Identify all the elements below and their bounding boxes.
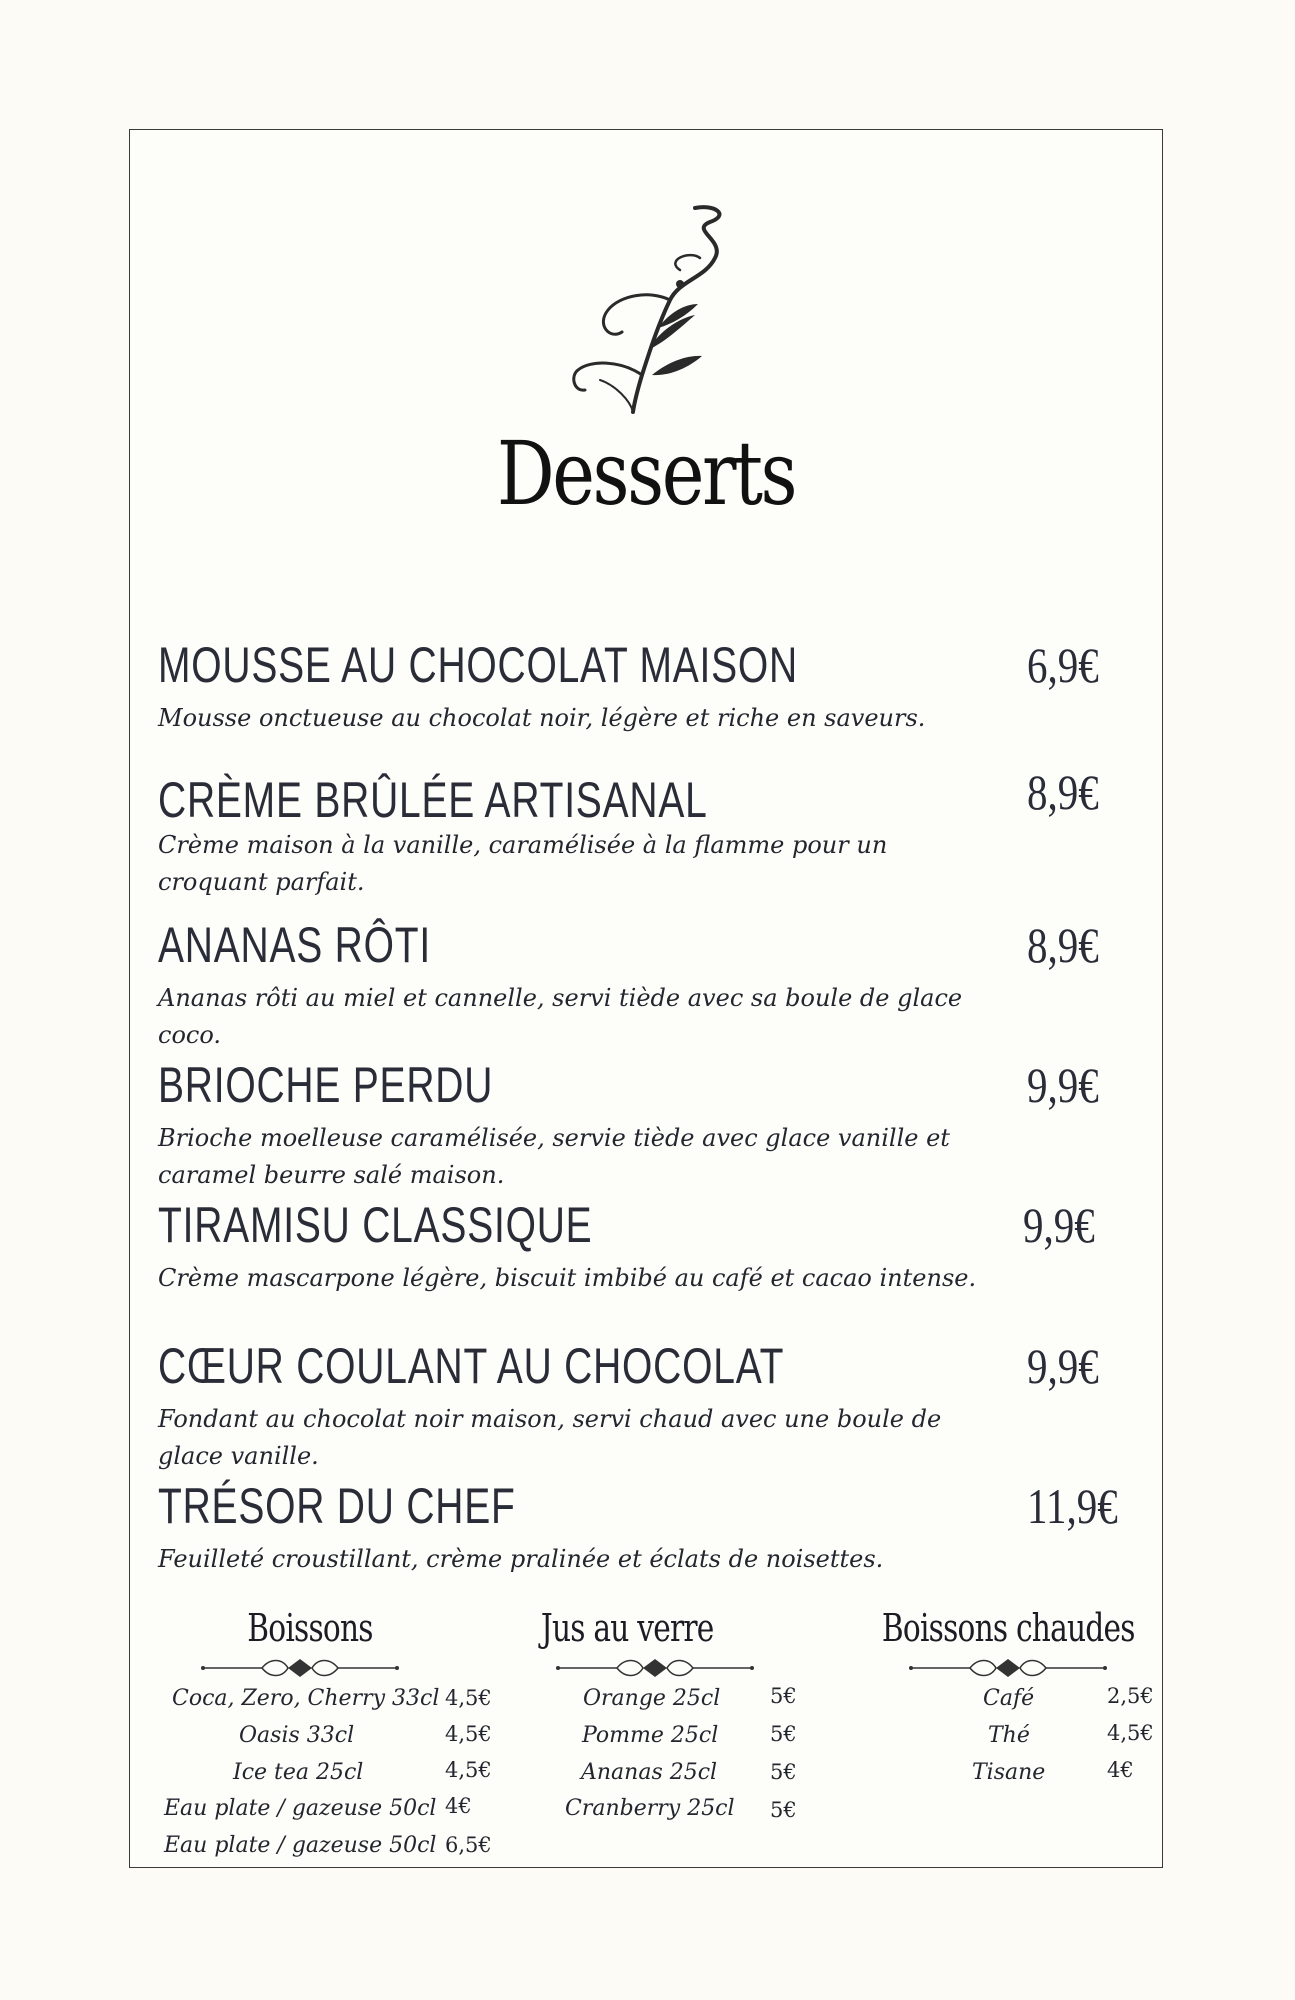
- item-description: Brioche moelleuse caramélisée, servie tiède avec glace vanille et caramel beurre salé maison.: [158, 1124, 950, 1189]
- page-title: Desserts: [496, 422, 796, 525]
- drink-price: 4,5€: [445, 1722, 492, 1746]
- drink-name: Pomme 25cl: [582, 1723, 719, 1748]
- item-name: BRIOCHE PERDU: [158, 1057, 494, 1113]
- drink-name: Eau plate / gazeuse 50cl: [164, 1833, 437, 1858]
- item-description: Fondant au chocolat noir maison, servi chaud avec une boule de glace vanille.: [158, 1405, 942, 1470]
- item-price: 11,9€: [1027, 1478, 1118, 1534]
- drink-price: 4€: [445, 1794, 472, 1818]
- menu-card: [129, 129, 1163, 1868]
- item-price: 9,9€: [1027, 1057, 1099, 1113]
- drink-price: 4,5€: [445, 1758, 492, 1782]
- item-name: MOUSSE AU CHOCOLAT MAISON: [158, 637, 799, 693]
- drink-name: Tisane: [972, 1760, 1046, 1785]
- item-name: CRÈME BRÛLÉE ARTISANAL: [158, 772, 708, 828]
- drink-price: 5€: [770, 1722, 797, 1746]
- drink-name: Café: [983, 1686, 1035, 1711]
- item-description: Ananas rôti au miel et cannelle, servi tiède avec sa boule de glace coco.: [158, 984, 963, 1049]
- swirl-ornament-icon: [530, 200, 770, 420]
- item-name: TRÉSOR DU CHEF: [158, 1478, 516, 1534]
- divider-ornament-icon: [555, 1656, 755, 1680]
- drink-name: Orange 25cl: [583, 1686, 721, 1711]
- menu-item: [158, 1197, 1118, 1297]
- item-name: CŒUR COULANT AU CHOCOLAT: [158, 1338, 785, 1394]
- item-description: Feuilleté croustillant, crème pralinée et éclats de noisettes.: [158, 1545, 884, 1573]
- drink-name: Ice tea 25cl: [233, 1760, 364, 1785]
- item-description: Crème mascarpone légère, biscuit imbibé au café et cacao intense.: [158, 1264, 977, 1292]
- menu-item: [158, 1057, 1118, 1194]
- item-name: ANANAS RÔTI: [158, 917, 431, 973]
- item-description: Mousse onctueuse au chocolat noir, légère et riche en saveurs.: [158, 704, 926, 732]
- drink-name: Eau plate / gazeuse 50cl: [164, 1796, 437, 1821]
- item-price: 9,9€: [1023, 1197, 1095, 1253]
- menu-item: [158, 917, 1118, 1054]
- drink-price: 4,5€: [445, 1686, 492, 1710]
- drink-price: 4,5€: [1107, 1721, 1154, 1745]
- item-price: 8,9€: [1027, 917, 1099, 973]
- drinks-section: [130, 1606, 1164, 1866]
- item-price: 6,9€: [1027, 637, 1099, 693]
- column-heading: Boissons: [247, 1606, 373, 1650]
- item-name: TIRAMISU CLASSIQUE: [158, 1197, 593, 1253]
- column-heading: Boissons chaudes: [881, 1606, 1135, 1650]
- drink-name: Thé: [988, 1723, 1030, 1748]
- drink-name: Cranberry 25cl: [565, 1796, 735, 1821]
- item-price: 9,9€: [1027, 1338, 1099, 1394]
- drink-price: 6,5€: [445, 1833, 492, 1857]
- drink-name: Coca, Zero, Cherry 33cl: [172, 1686, 440, 1711]
- item-price: 8,9€: [1027, 764, 1099, 820]
- drink-name: Ananas 25cl: [581, 1760, 718, 1785]
- item-description: Crème maison à la vanille, caramélisée à la flamme pour un croquant parfait.: [158, 831, 888, 896]
- drink-price: 2,5€: [1107, 1684, 1154, 1708]
- drink-price: 4€: [1107, 1758, 1134, 1782]
- menu-item: [158, 1338, 1118, 1475]
- drink-price: 5€: [770, 1684, 797, 1708]
- menu-item: [158, 764, 1118, 901]
- drink-price: 5€: [770, 1798, 797, 1822]
- divider-ornament-icon: [908, 1656, 1108, 1680]
- divider-ornament-icon: [200, 1656, 400, 1680]
- drink-name: Oasis 33cl: [239, 1723, 355, 1748]
- menu-item: [158, 637, 1118, 737]
- column-heading: Jus au verre: [540, 1606, 714, 1650]
- menu-item: [158, 1478, 1118, 1578]
- drink-price: 5€: [770, 1760, 797, 1784]
